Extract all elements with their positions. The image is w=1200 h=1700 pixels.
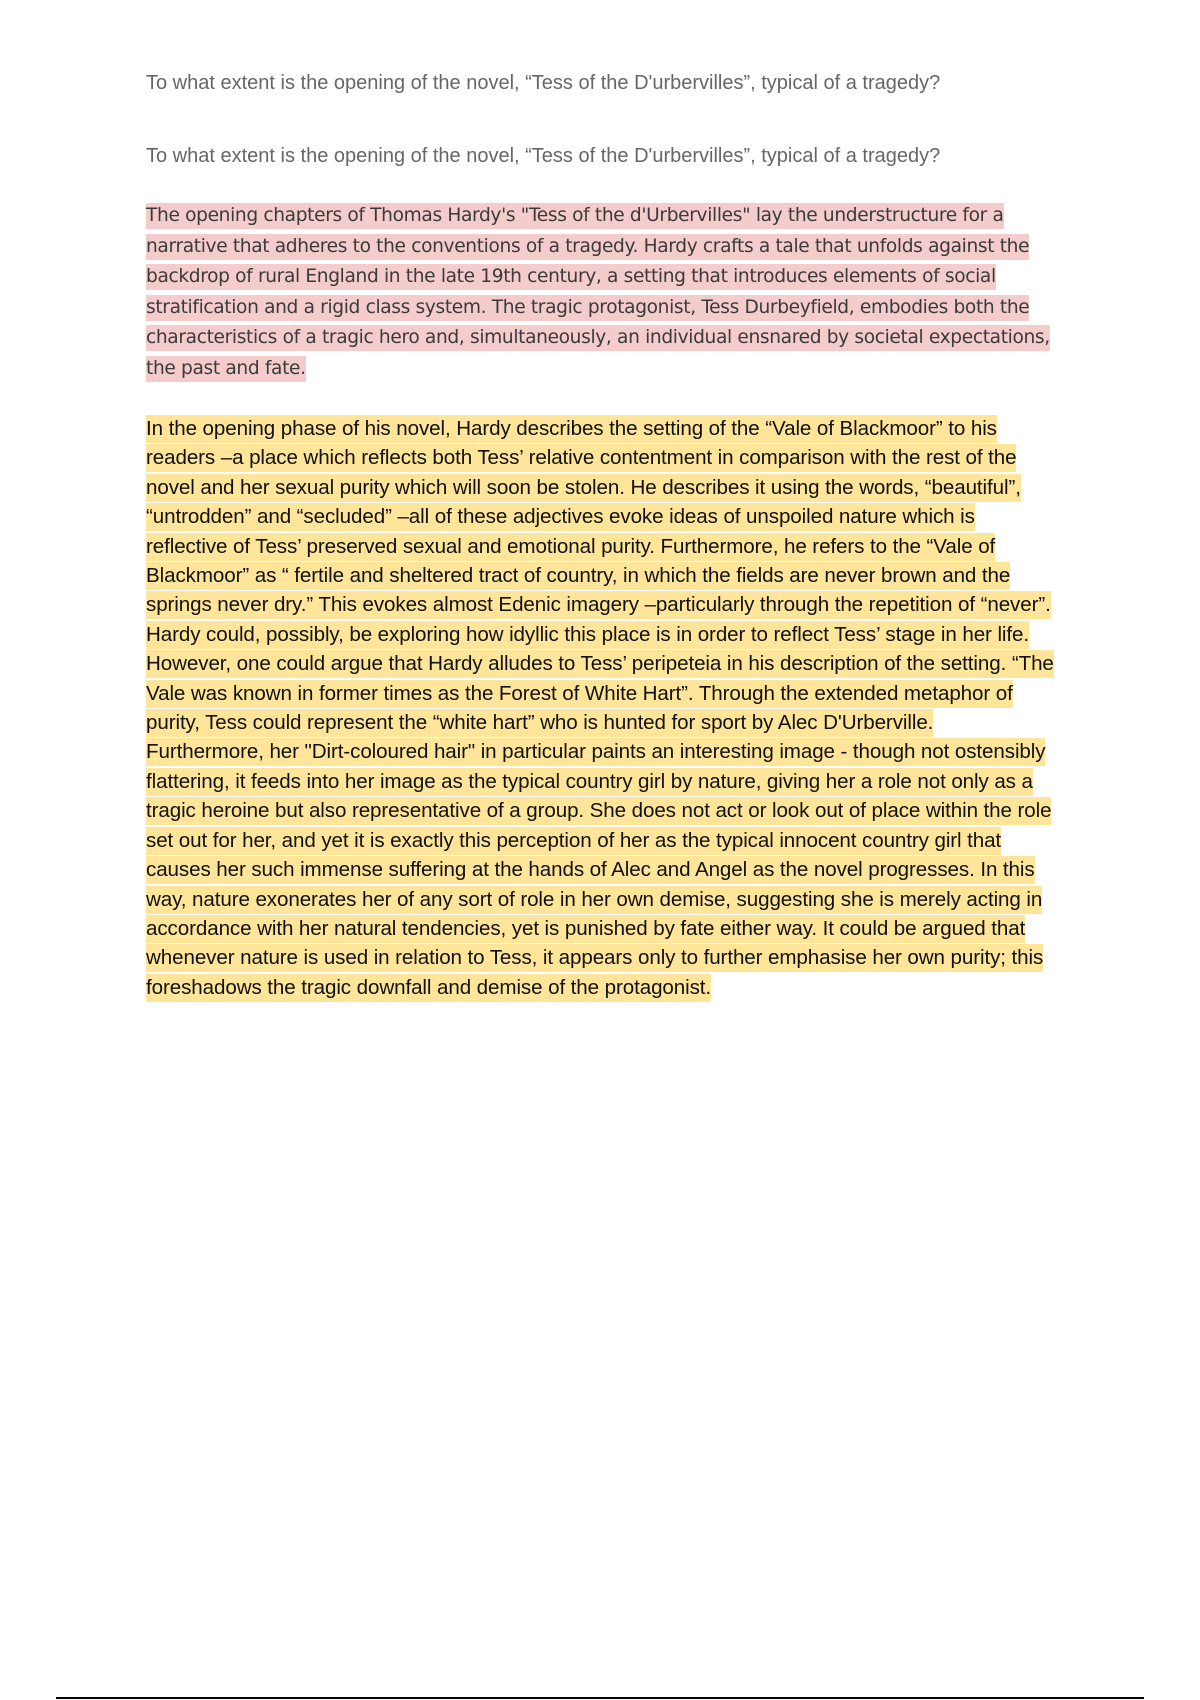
essay-question-repeat: To what extent is the opening of the novel, “Tess of the D'urbervilles”, typical of a tragedy? bbox=[146, 145, 941, 167]
body-paragraph bbox=[146, 414, 1056, 1002]
page-bottom-rule bbox=[56, 1697, 1144, 1699]
intro-paragraph bbox=[146, 201, 1056, 385]
essay-question: To what extent is the opening of the novel, “Tess of the D'urbervilles”, typical of a tragedy? bbox=[146, 72, 941, 94]
body-paragraph-text: In the opening phase of his novel, Hardy describes the setting of the “Vale of Blackmoor” to his readers –a place which reflects both Tess’ relative contentment in comparison with the rest of the novel and her sexual purity which will soon be stolen. He describes it using the words, “beautiful”, “untrodden” and “secluded” –all of these adjectives evoke ideas of unspoiled nature which is reflective of Tess’ preserved sexual and emotional purity. Furthermore, he refers to the “Vale of Blackmoor” as “ fertile and sheltered tract of country, in which the fields are never brown and the springs never dry.” This evokes almost Edenic imagery –particularly through the repetition of “never”. Hardy could, possibly, be exploring how idyllic this place is in order to reflect Tess’ stage in her life. However, one could argue that Hardy alludes to Tess’ peripeteia in his description of the setting. “The Vale was known in former times as the Forest of White Hart”. Through the extended metaphor of purity, Tess could represent the “white hart” who is hunted for sport by Alec D'Urberville. Furthermore, her "Dirt-coloured hair" in particular paints an interesting image - though not ostensibly flattering, it feeds into her image as the typical country girl by nature, giving her a role not only as a tragic heroine but also representative of a group. She does not act or look out of place within the role set out for her, and yet it is exactly this perception of her as the typical innocent country girl that causes her such immense suffering at the hands of Alec and Angel as the novel progresses. In this way, nature exonerates her of any sort of role in her own demise, suggesting she is merely acting in accordance with her natural tendencies, yet is punished by fate either way. It could be argued that whenever nature is used in relation to Tess, it appears only to further emphasise her own purity; this foreshadows the tragic downfall and demise of the protagonist. bbox=[146, 415, 1054, 1002]
intro-paragraph-text: The opening chapters of Thomas Hardy's "Tess of the d'Urbervilles" lay the understructure for a narrative that adheres to the conventions of a tragedy. Hardy crafts a tale that unfolds against the backdrop of rural England in the late 19th century, a setting that introduces elements of social stratification and a rigid class system. The tragic protagonist, Tess Durbeyfield, embodies both the characteristics of a tragic hero and, simultaneously, an individual ensnared by societal expectations, the past and fate. bbox=[146, 203, 1050, 382]
